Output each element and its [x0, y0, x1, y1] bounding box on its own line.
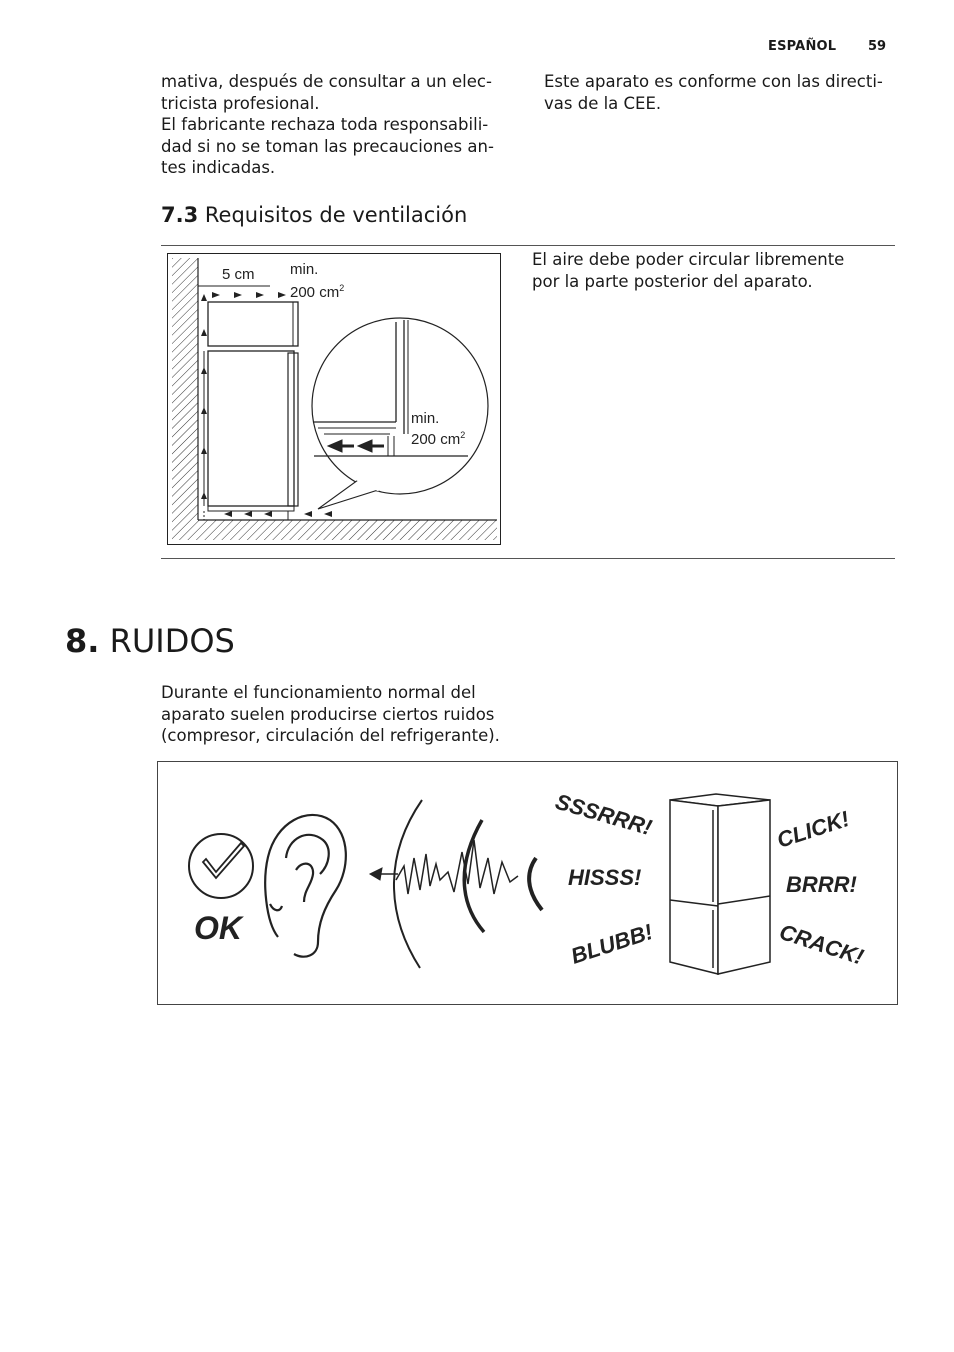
intro-left-line: mativa, después de consultar a un elec- — [161, 72, 492, 91]
noise-text-line: Durante el funcionamiento normal del — [161, 683, 476, 702]
ventilation-text-line: El aire debe poder circular libremente — [532, 250, 845, 269]
svg-text:200 cm2 — [411, 430, 465, 448]
ok-label: OK — [194, 910, 242, 946]
noise-text-line: (compresor, circulación del refrigerante). — [161, 726, 500, 745]
section-bottom-rule — [161, 558, 895, 559]
gap-label: 5 cm — [222, 266, 255, 283]
intro-left-column — [161, 71, 511, 179]
fridge-door — [288, 353, 298, 506]
intro-right-line: vas de la CEE. — [544, 93, 662, 113]
page-number: 59 — [868, 39, 887, 54]
chapter-title-text: RUIDOS — [109, 622, 235, 660]
floor-hatch — [172, 520, 497, 540]
intro-left-line: tricista profesional. — [161, 93, 320, 113]
ventilation-text — [532, 249, 882, 292]
top-cabinet — [208, 302, 298, 346]
sound-crack: CRACK! — [776, 918, 867, 970]
sound-hisss: HISSS! — [568, 865, 642, 890]
intro-right-column — [544, 71, 904, 114]
intro-left-line: dad si no se toman las precauciones an- — [161, 136, 494, 156]
noise-illustration — [157, 761, 898, 1005]
section-title-text: Requisitos de ventilación — [204, 203, 468, 227]
sound-sssrrr: SSSRRR! — [552, 788, 655, 841]
detail-circle — [312, 318, 488, 494]
section-top-rule — [161, 245, 895, 246]
chapter-number: 8. — [65, 622, 100, 660]
sound-brrr: BRRR! — [786, 872, 857, 897]
top-area-label: 200 cm — [290, 284, 340, 301]
sound-wave-icon — [370, 800, 542, 968]
check-icon — [189, 834, 253, 898]
top-min-label: min. — [290, 261, 319, 278]
top-area-superscript: 2 — [339, 283, 345, 293]
wall-hatch — [172, 258, 198, 520]
ventilation-text-line: por la parte posterior del aparato. — [532, 271, 813, 291]
plinth — [208, 506, 294, 511]
fridge-body — [208, 351, 294, 506]
sound-click: CLICK! — [773, 805, 853, 853]
top-airflow-arrows — [212, 292, 286, 298]
detail-min-label: min. — [411, 410, 440, 427]
ventilation-diagram — [167, 253, 501, 545]
noise-text — [161, 682, 531, 747]
noise-text-line: aparato suelen producirse ciertos ruidos — [161, 704, 495, 724]
sound-blubb: BLUBB! — [567, 918, 656, 969]
intro-left-line: tes indicadas. — [161, 158, 276, 177]
section-title-ventilation — [161, 203, 467, 227]
ear-icon — [265, 815, 346, 957]
fridge-icon — [670, 794, 770, 974]
section-number: 7.3 — [161, 203, 199, 227]
floor-airflow-arrows — [224, 511, 332, 517]
intro-left-line: El fabricante rechaza toda responsabili- — [161, 115, 489, 134]
detail-area-superscript: 2 — [460, 430, 466, 440]
intro-right-line: Este aparato es conforme con las directi- — [544, 72, 883, 91]
chapter-title-noise — [65, 622, 235, 660]
detail-area-label: 200 cm — [411, 431, 461, 448]
header-language: ESPAÑOL — [768, 39, 837, 54]
svg-text:200 cm2 — [290, 283, 344, 301]
